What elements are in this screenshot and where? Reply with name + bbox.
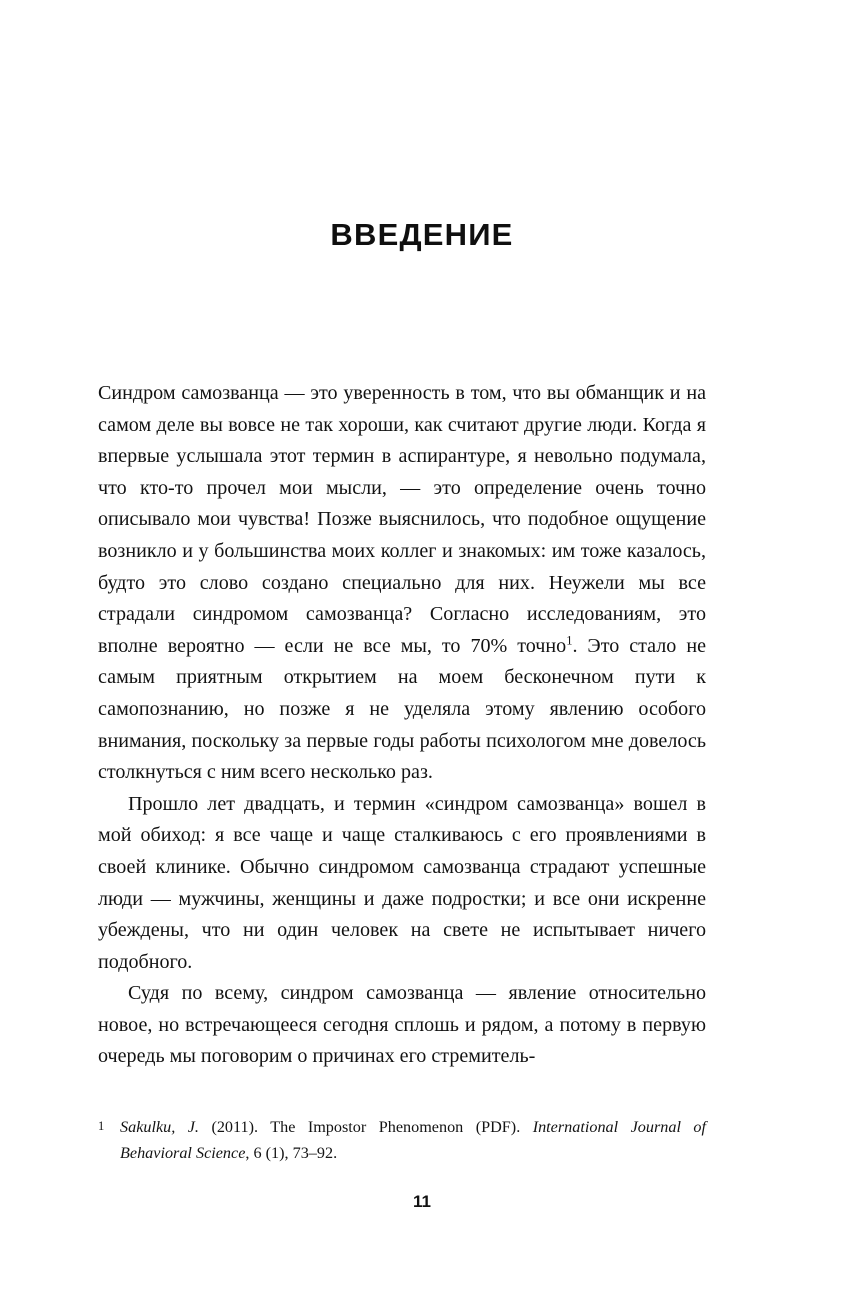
footnote-title: (2011). The Impostor Phenomenon (PDF). [198,1118,533,1136]
page-title: ВВЕДЕНИЕ [330,216,514,252]
footnote-journal: International Journal of Behavioral Science [120,1118,706,1162]
footnote-text [98,1114,706,1166]
paragraph-2: Прошло лет двадцать, и термин «синдром самозванца» вошел в мой обиход: я все чаще и чаще сталкиваюсь с его проявлениями в своей клинике. Обычно синдромом самозванца страдают успешные люди — мужчины, женщины и даже подростки; и все они искренне убеждены, что ни один человек на свете не испытывает ничего подобного. [98,792,706,973]
footnote-block [98,1114,706,1166]
footnote-marker: 1 [98,1119,105,1133]
footnote-citation-tail: , 6 (1), 73–92. [245,1144,338,1162]
body-text [98,378,706,1073]
paragraph-1-tail: . Это стало не самым приятным открытием на моем бесконечном пути к самопознанию, но позже я не уделяла этому явлению особого внимания, поскольку за первые годы работы психологом мне довелось столкнуться с ним всего несколько раз. [98,634,706,784]
footnote-reference[interactable]: 1 [566,633,573,648]
paragraph-1 [98,378,706,789]
paragraph-1-text: Синдром самозванца — это уверенность в том, что вы обманщик и на самом деле вы вовсе не так хороши, как считают другие люди. Когда я впервые услышала этот термин в аспирантуре, я невольно подумала, что кто-то прочел мои мысли, — это определение очень точно описывало мои чувства! Позже выяснилось, что подобное ощущение возникло и у большинства моих коллег и знакомых: им тоже казалось, будто это слово создано специально для них. Неужели мы все страдали синдромом самозванца? Согласно исследованиям, это вполне вероятно — если не все мы, то 70% точно [98,382,706,657]
page-number: 11 [413,1192,431,1211]
footnote-author: Sakulku, J. [120,1118,199,1136]
paragraph-3: Судя по всему, синдром самозванца — явление относительно новое, но встречающееся сегодня сплошь и рядом, а потому в первую очередь мы поговорим о причинах его стремитель- [98,982,706,1068]
